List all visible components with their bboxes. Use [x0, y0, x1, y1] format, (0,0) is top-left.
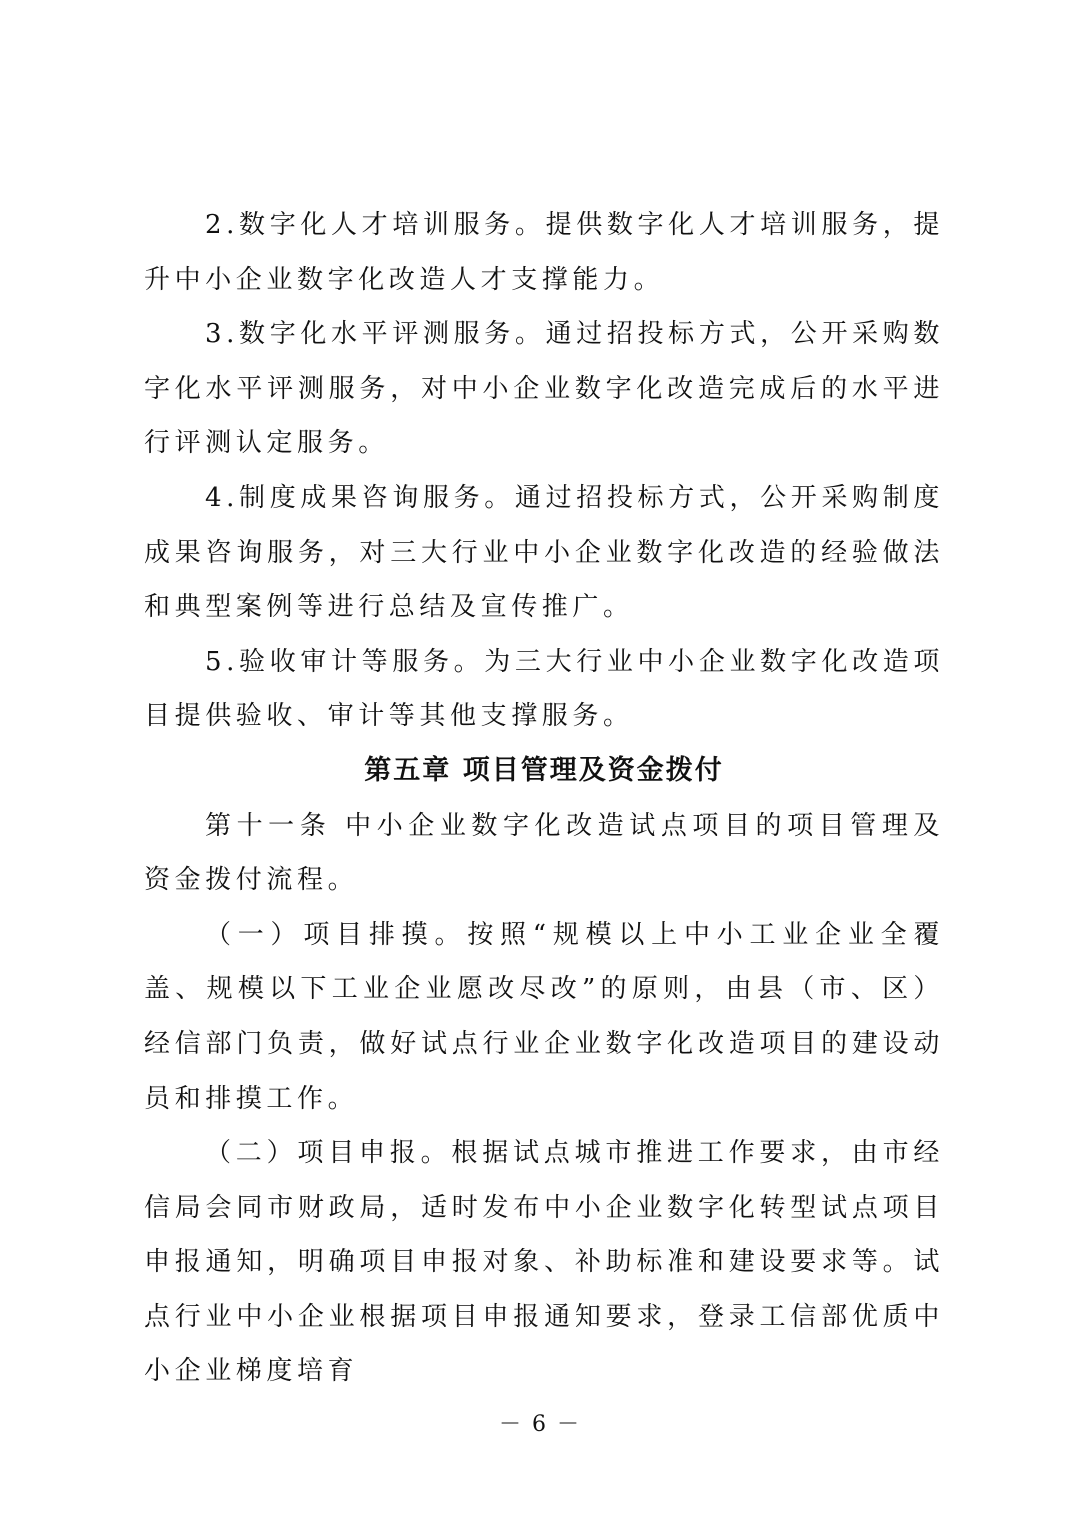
paragraph-digital-level-assessment: 3.数字化水平评测服务。通过招投标方式，公开采购数字化水平评测服务，对中小企业数字化改造完成后的水平进行评测认定服务。: [144, 319, 944, 459]
paragraph-article-eleven: 第十一条 中小企业数字化改造试点项目的项目管理及资金拨付流程。: [144, 810, 944, 896]
page-number: － 6 －: [499, 1412, 581, 1437]
page-body: [144, 198, 944, 1399]
paragraph-acceptance-audit: 5.验收审计等服务。为三大行业中小企业数字化改造项目提供验收、审计等其他支撑服务。: [144, 646, 944, 732]
paragraph-institutional-consulting: 4.制度成果咨询服务。通过招投标方式，公开采购制度成果咨询服务，对三大行业中小企业数字化改造的经验做法和典型案例等进行总结及宣传推广。: [144, 482, 944, 623]
paragraph-project-survey: （一）项目排摸。按照“规模以上中小工业企业全覆盖、规模以下工业企业愿改尽改”的原则，由县（市、区）经信部门负责，做好试点行业企业数字化改造项目的建设动员和排摸工作。: [144, 919, 944, 1114]
paragraph-project-application: （二）项目申报。根据试点城市推进工作要求，由市经信局会同市财政局，适时发布中小企业数字化转型试点项目申报通知，明确项目申报对象、补助标准和建设要求等。试点行业中小企业根据项目申报通知要求，登录工信部优质中小企业梯度培育: [144, 1138, 944, 1387]
chapter-title: 第五章 项目管理及资金拨付: [364, 754, 724, 786]
paragraph-digital-talent-training: 2.数字化人才培训服务。提供数字化人才培训服务，提升中小企业数字化改造人才支撑能力。: [144, 210, 944, 295]
